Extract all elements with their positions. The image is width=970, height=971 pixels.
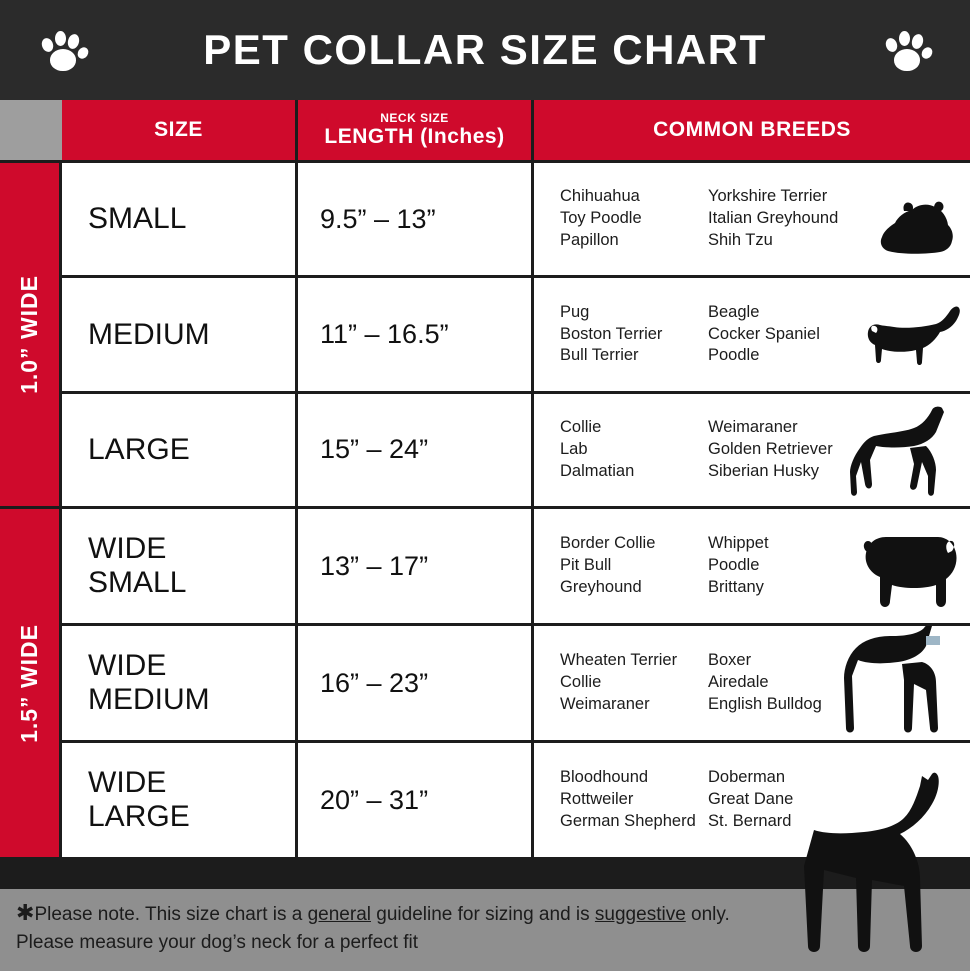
cell-breeds (534, 394, 970, 506)
cell-size-line1: WIDE (88, 532, 167, 566)
column-header-neck-size (298, 100, 534, 160)
breed-list-column-1: Bloodhound Rottweiler German Shepherd (560, 768, 696, 830)
table-row (62, 626, 970, 743)
column-header-neck-main: LENGTH (Inches) (324, 124, 505, 148)
footnote-line1-part1: Please note. This size chart is a (34, 904, 308, 925)
doberman-silhouette (800, 770, 960, 971)
cell-size-line1: WIDE (88, 766, 167, 800)
group-label-1-5-inch: 1.5” WIDE (0, 509, 62, 857)
breed-list-column-1: Chihuahua Toy Poodle Papillon (560, 187, 642, 250)
footnote-underline-general: general (307, 904, 371, 925)
breed-list-column-1: Wheaten Terrier Collie Weimaraner (560, 651, 678, 713)
cell-size: MEDIUM (62, 278, 298, 390)
cell-neck-size: 16” – 23” (298, 626, 534, 740)
cell-size-line2: SMALL (88, 566, 187, 599)
cell-size: LARGE (62, 394, 298, 506)
paw-print-icon (34, 21, 92, 79)
column-header-common-breeds: COMMON BREEDS (534, 100, 970, 160)
row-group-1-inch (0, 160, 970, 506)
cell-neck-size: 13” – 17” (298, 509, 534, 623)
cell-size-line2: LARGE (88, 800, 190, 833)
table-row (62, 278, 970, 393)
breed-list-column-1: Pug Boston Terrier Bull Terrier (560, 302, 663, 365)
cell-neck-size: 15” – 24” (298, 394, 534, 506)
cell-breeds (534, 509, 970, 623)
cell-size (62, 626, 298, 740)
cell-size: SMALL (62, 163, 298, 275)
breed-list-column-2: Weimaraner Golden Retriever Siberian Husky (708, 417, 833, 480)
cell-size (62, 509, 298, 623)
table-header-row (0, 100, 970, 160)
column-header-neck-sublabel: NECK SIZE (380, 111, 449, 126)
breed-list-column-2: Whippet Poodle Brittany (708, 534, 769, 596)
cell-neck-size: 20” – 31” (298, 743, 534, 857)
breed-list-column-2: Yorkshire Terrier Italian Greyhound Shih Tzu (708, 187, 839, 250)
footnote-underline-suggestive: suggestive (594, 904, 686, 925)
group-label-1-inch: 1.0” WIDE (0, 163, 62, 506)
cell-size (62, 743, 298, 857)
table-row (62, 509, 970, 626)
cell-breeds (534, 626, 970, 740)
breed-list-column-2: Beagle Cocker Spaniel Poodle (708, 302, 820, 365)
asterisk-icon: ✱ (16, 900, 35, 925)
chart-header (0, 0, 970, 100)
breed-list-column-2: Boxer Airedale English Bulldog (708, 651, 822, 713)
footnote-line2: Please measure your dog’s neck for a perfect fit (16, 931, 419, 953)
table-corner-cell (0, 100, 62, 160)
cell-neck-size: 9.5” – 13” (298, 163, 534, 275)
footnote-line1-part2: guideline for sizing and is (371, 904, 595, 925)
footnote-line1-part3: only. (685, 904, 730, 925)
page-title: PET COLLAR SIZE CHART (203, 26, 767, 73)
cell-size-line1: WIDE (88, 649, 167, 683)
breed-list-column-2: Doberman Great Dane St. Bernard (708, 768, 794, 830)
column-header-size: SIZE (62, 100, 298, 160)
cell-breeds (534, 163, 970, 275)
paw-print-icon (878, 21, 936, 79)
table-row (62, 394, 970, 506)
cell-neck-size: 11” – 16.5” (298, 278, 534, 390)
breed-list-column-1: Border Collie Pit Bull Greyhound (560, 534, 656, 596)
breed-list-column-1: Collie Lab Dalmatian (560, 417, 635, 480)
table-row (62, 163, 970, 278)
cell-breeds (534, 278, 970, 390)
cell-size-line2: MEDIUM (88, 683, 210, 716)
